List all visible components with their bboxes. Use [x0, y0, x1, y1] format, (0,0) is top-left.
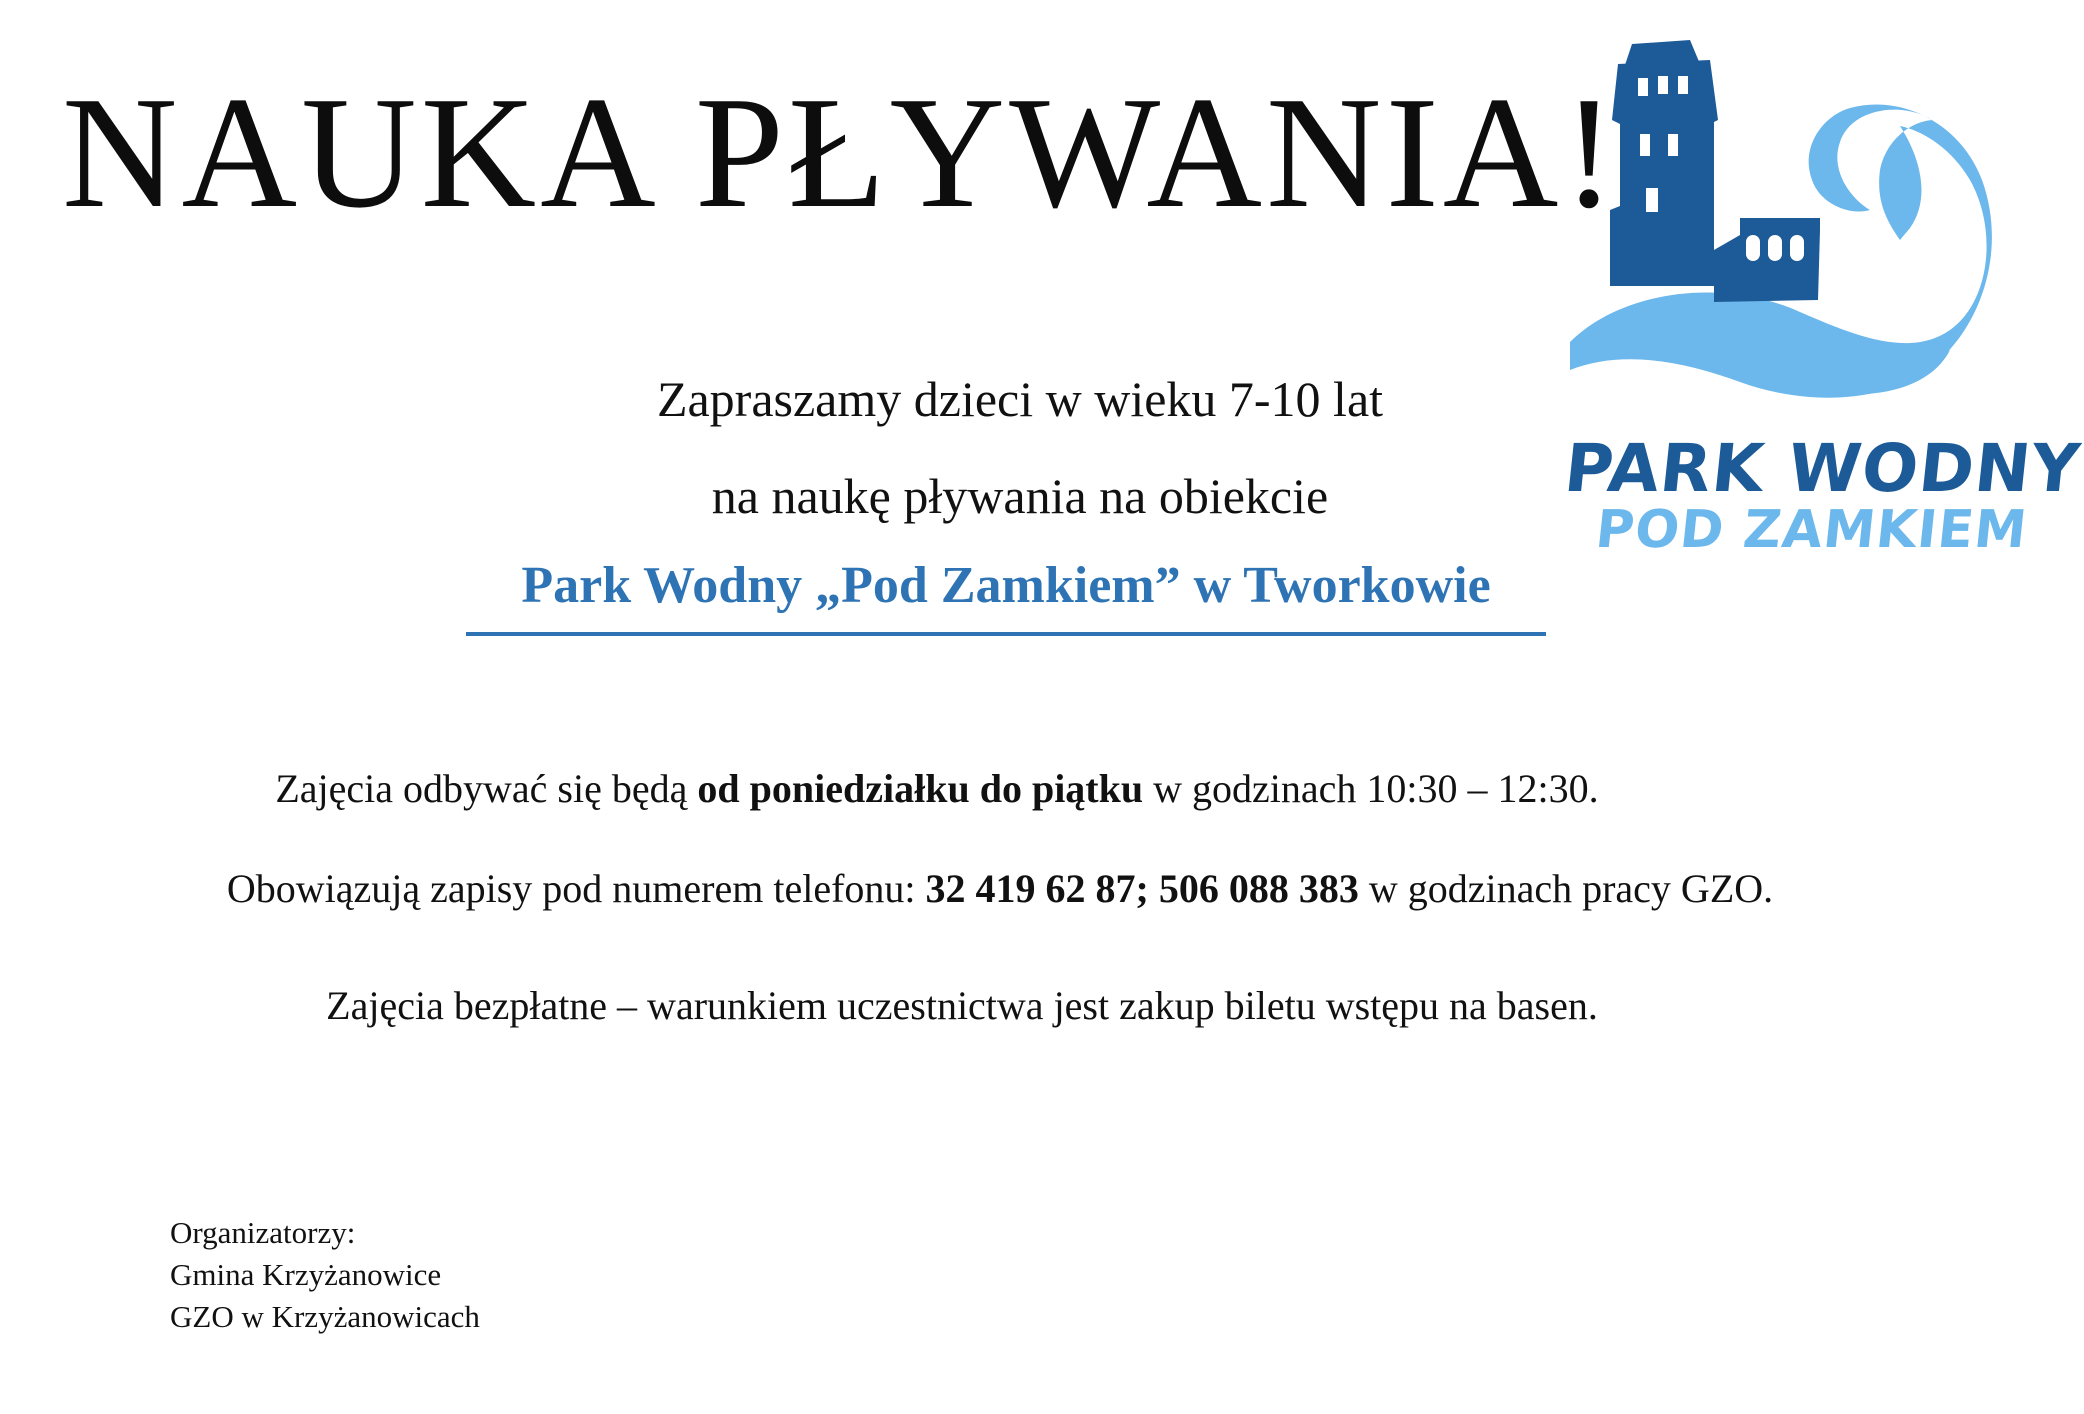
organizer-item: GZO w Krzyżanowicach — [170, 1299, 480, 1334]
tower-top — [1624, 40, 1700, 68]
schedule-text-start: Zajęcia odbywać się będą — [275, 766, 698, 811]
logo-text-park-wodny: PARK WODNY — [1560, 430, 2084, 507]
schedule-text — [0, 765, 1937, 812]
organizers-label: Organizatorzy: — [170, 1215, 356, 1250]
venue-name: Park Wodny „Pod Zamkiem” w Tworkowie — [521, 557, 1491, 614]
logo-text-pod-zamkiem: POD ZAMKIEM — [1592, 500, 2031, 560]
fee-text: Zajęcia bezpłatne – warunkiem uczestnictwa jest zakup biletu wstępu na basen. — [326, 983, 1598, 1028]
registration-text — [0, 865, 2000, 912]
organizers-block — [170, 1212, 480, 1338]
venue-underline — [466, 632, 1546, 636]
organizer-item: Gmina Krzyżanowice — [170, 1257, 442, 1292]
castle-wall — [1714, 218, 1820, 302]
invitation-line-1: Zapraszamy dzieci w wieku 7-10 lat — [656, 371, 1384, 427]
invitation-line-2: na naukę pływania na obiekcie — [711, 468, 1329, 524]
phone-numbers: 32 419 62 87; 506 088 383 — [925, 866, 1359, 911]
schedule-days: od poniedziałku do piątku — [697, 766, 1144, 811]
page-title: NAUKA PŁYWANIA! — [62, 63, 1620, 241]
registration-text-end: w godzinach pracy GZO. — [1358, 866, 1774, 911]
registration-text-start: Obowiązują zapisy pod numerem telefonu: — [226, 866, 926, 911]
schedule-hours: w godzinach 10:30 – 12:30. — [1143, 766, 1599, 811]
